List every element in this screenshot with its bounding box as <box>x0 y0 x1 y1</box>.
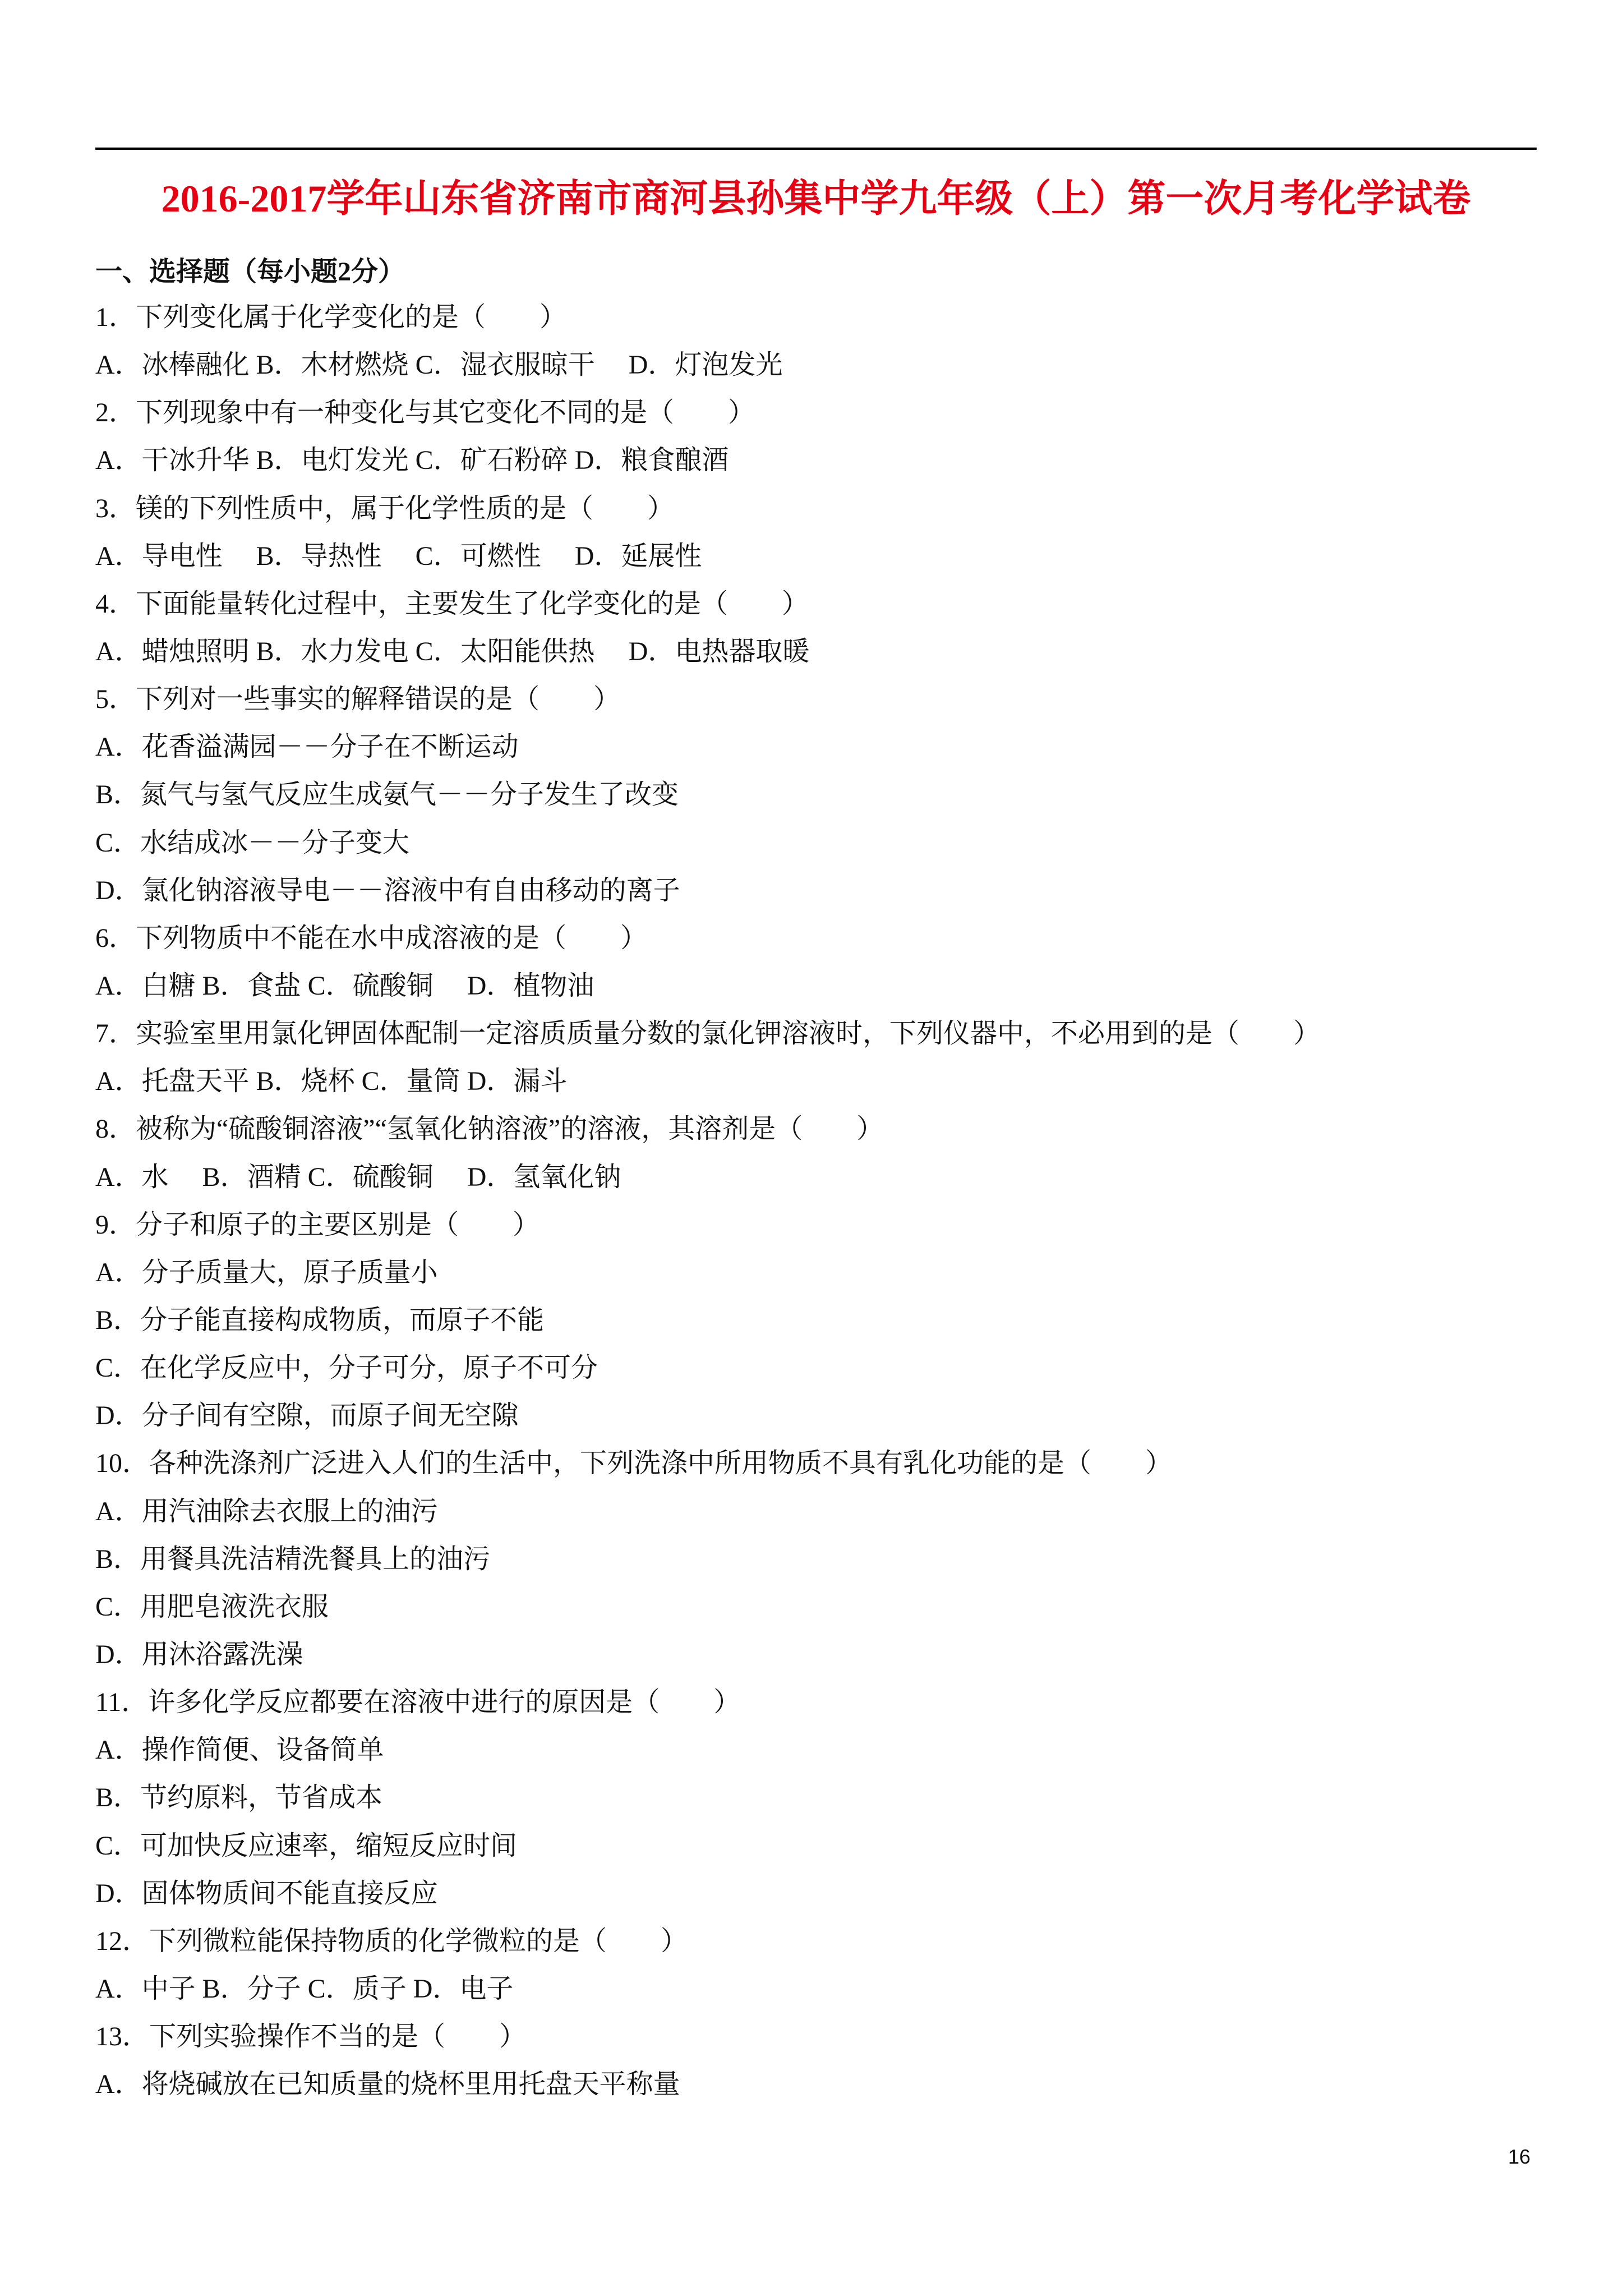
question-1 <box>95 293 1537 389</box>
question-8-options: A．水 B．酒精 C．硫酸铜 D．氢氧化钠 <box>95 1162 621 1192</box>
question-list <box>95 293 1537 2108</box>
question-10-option-c: C．用肥皂液洗衣服 <box>95 1591 329 1622</box>
question-5 <box>95 675 1537 914</box>
section-heading: 一、选择题（每小题2分） <box>95 257 405 287</box>
question-11-option-d: D．固体物质间不能直接反应 <box>95 1878 438 1908</box>
question-8-stem: 8．被称为“硫酸铜溶液”“氢氧化钠溶液”的溶液，其溶剂是（ ） <box>95 1114 884 1144</box>
exam-title: 2016-2017学年山东省济南市商河县孙集中学九年级（上）第一次月考化学试卷 <box>161 177 1471 220</box>
question-13-stem: 13．下列实验操作不当的是（ ） <box>95 2022 527 2052</box>
question-4-stem: 4．下面能量转化过程中，主要发生了化学变化的是（ ） <box>95 588 809 619</box>
question-10-option-a: A．用汽油除去衣服上的油污 <box>95 1496 438 1526</box>
question-3-stem: 3．镁的下列性质中，属于化学性质的是（ ） <box>95 493 675 523</box>
question-13 <box>95 2013 1537 2108</box>
question-2-stem: 2．下列现象中有一种变化与其它变化不同的是（ ） <box>95 398 755 428</box>
question-8 <box>95 1105 1537 1200</box>
question-6-stem: 6．下列物质中不能在水中成溶液的是（ ） <box>95 923 648 953</box>
page-number: 16 <box>1507 2145 1530 2168</box>
question-10 <box>95 1439 1537 1678</box>
question-2-options: A．干冰升华 B．电灯发光 C．矿石粉碎 D．粮食酿酒 <box>95 445 729 476</box>
question-6 <box>95 914 1537 1010</box>
header-rule <box>95 148 1537 150</box>
question-11-option-b: B．节约原料，节省成本 <box>95 1783 383 1813</box>
question-1-stem: 1．下列变化属于化学变化的是（ ） <box>95 302 567 332</box>
question-5-option-b: B．氮气与氢气反应生成氨气－－分子发生了改变 <box>95 780 679 810</box>
question-6-options: A．白糖 B．食盐 C．硫酸铜 D．植物油 <box>95 970 594 1001</box>
question-5-option-a: A．花香溢满园－－分子在不断运动 <box>95 732 519 762</box>
question-11 <box>95 1678 1537 1917</box>
question-5-stem: 5．下列对一些事实的解释错误的是（ ） <box>95 684 621 715</box>
question-5-option-c: C．水结成冰－－分子变大 <box>95 827 410 858</box>
question-5-option-d: D．氯化钠溶液导电－－溶液中有自由移动的离子 <box>95 875 680 905</box>
question-1-options: A．冰棒融化 B．木材燃烧 C．湿衣服晾干 D．灯泡发光 <box>95 350 783 380</box>
question-12-options: A．中子 B．分子 C．质子 D．电子 <box>95 1973 514 2004</box>
question-10-option-b: B．用餐具洗洁精洗餐具上的油污 <box>95 1544 491 1574</box>
question-3-options: A．导电性 B．导热性 C．可燃性 D．延展性 <box>95 541 702 571</box>
question-13-option-a: A．将烧碱放在已知质量的烧杯里用托盘天平称量 <box>95 2069 680 2100</box>
question-4 <box>95 580 1537 675</box>
question-12 <box>95 1917 1537 2013</box>
question-10-stem: 10．各种洗涤剂广泛进入人们的生活中，下列洗涤中所用物质不具有乳化功能的是（ ） <box>95 1448 1173 1479</box>
question-10-option-d: D．用沐浴露洗澡 <box>95 1639 303 1669</box>
question-7 <box>95 1010 1537 1105</box>
question-7-options: A．托盘天平 B．烧杯 C．量筒 D．漏斗 <box>95 1066 568 1097</box>
question-7-stem: 7．实验室里用氯化钾固体配制一定溶质质量分数的氯化钾溶液时，下列仪器中，不必用到的是（ ） <box>95 1019 1321 1049</box>
question-9-stem: 9．分子和原子的主要区别是（ ） <box>95 1209 540 1240</box>
question-4-options: A．蜡烛照明 B．水力发电 C．太阳能供热 D．电热器取暖 <box>95 636 810 666</box>
question-11-option-c: C．可加快反应速率，缩短反应时间 <box>95 1830 518 1861</box>
question-9-option-c: C．在化学反应中，分子可分，原子不可分 <box>95 1353 598 1383</box>
question-9-option-a: A．分子质量大，原子质量小 <box>95 1257 438 1287</box>
question-2 <box>95 389 1537 484</box>
question-9-option-d: D．分子间有空隙，而原子间无空隙 <box>95 1401 519 1431</box>
question-11-option-a: A．操作简便、设备简单 <box>95 1735 384 1765</box>
question-11-stem: 11．许多化学反应都要在溶液中进行的原因是（ ） <box>95 1687 741 1718</box>
question-3 <box>95 485 1537 580</box>
question-9-option-b: B．分子能直接构成物质，而原子不能 <box>95 1305 545 1335</box>
question-9 <box>95 1201 1537 1440</box>
question-12-stem: 12．下列微粒能保持物质的化学微粒的是（ ） <box>95 1926 688 1956</box>
